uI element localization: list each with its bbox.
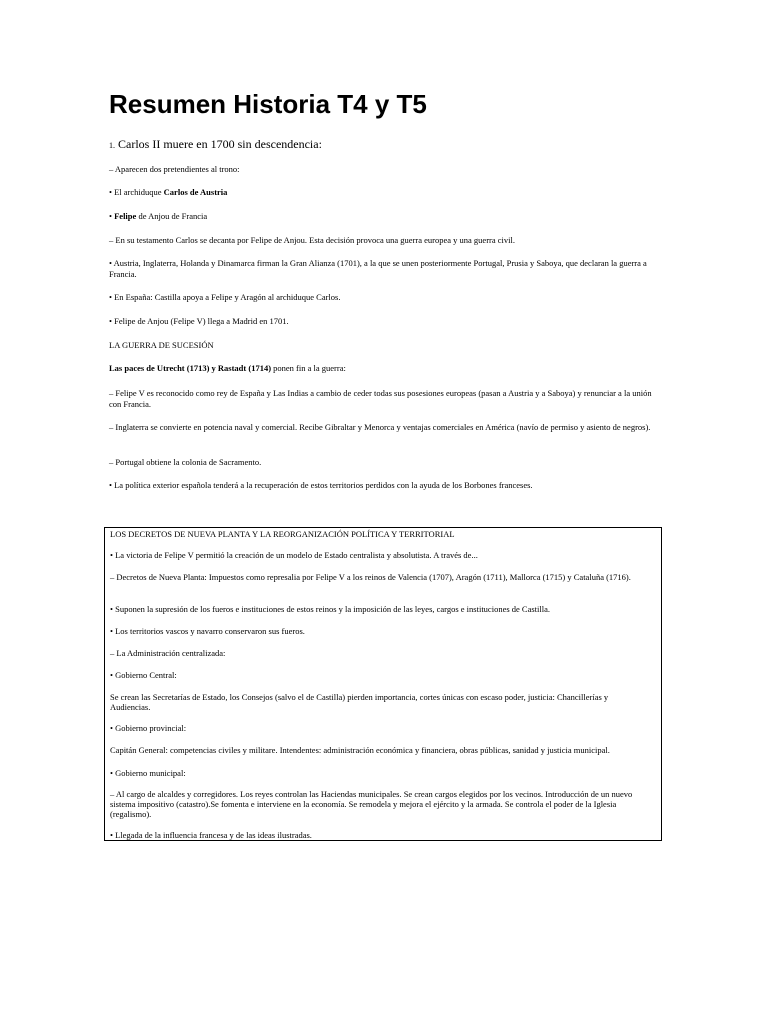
box-paragraph: – Decretos de Nueva Planta: Impuestos como represalia por Felipe V a los reinos de Valencia (1707), Aragón (1711), Mallorca (1715) y Cataluña (1716). xyxy=(110,572,631,582)
paragraph: – Aparecen dos pretendientes al trono: xyxy=(109,164,240,174)
box-paragraph: – La Administración centralizada: xyxy=(110,648,226,658)
box-paragraph: • Los territorios vascos y navarro conservaron sus fueros. xyxy=(110,626,305,636)
paragraph: • Felipe de Anjou (Felipe V) llega a Madrid en 1701. xyxy=(109,316,289,326)
paragraph: – Inglaterra se convierte en potencia naval y comercial. Recibe Gibraltar y Menorca y ventajas comerciales en América (navío de permiso y asiento de negros). xyxy=(109,422,651,432)
bold-text: Felipe xyxy=(114,211,137,221)
box-paragraph: – Al cargo de alcaldes y corregidores. Los reyes controlan las Haciendas municipales. Se crean cargos elegidos por los vecinos. Introducción de un nuevo sistema impositivo (catastro).Se fomenta e interviene en la economía. Se remodela y mejora el ejército y la armada. Se controla el poder de la Iglesia (regalismo). xyxy=(110,789,633,819)
text-run: • xyxy=(109,211,115,221)
paragraph xyxy=(109,363,657,374)
box-paragraph: • Gobierno municipal: xyxy=(110,768,186,778)
paragraph xyxy=(109,211,657,222)
paragraph: – En su testamento Carlos se decanta por Felipe de Anjou. Esta decisión provoca una guerra europea y una guerra civil. xyxy=(109,235,515,245)
document-title: Resumen Historia T4 y T5 xyxy=(109,89,427,119)
box-paragraph: Capitán General: competencias civiles y militare. Intendentes: administración económica y financiera, obras públicas, sanidad y justicia municipal. xyxy=(110,745,610,755)
bold-text: Las paces de Utrecht (1713) y Rastadt (1714) xyxy=(109,363,272,373)
box-paragraph: • La victoria de Felipe V permitió la creación de un modelo de Estado centralista y absolutista. A través de... xyxy=(110,550,478,560)
box-paragraph: Se crean las Secretarías de Estado, los Consejos (salvo el de Castilla) pierden importancia, cortes únicas con escaso poder, justicia: Chancillerías y Audiencias. xyxy=(110,692,609,712)
paragraph: • Austria, Inglaterra, Holanda y Dinamarca firman la Gran Alianza (1701), a la que se unen posteriormente Portugal, Prusia y Saboya, que declaran la guerra a Francia. xyxy=(109,258,647,279)
section-number: 1. xyxy=(109,141,115,150)
bordered-section-box xyxy=(104,527,662,841)
section-heading xyxy=(109,136,322,154)
paragraph: • En España: Castilla apoya a Felipe y Aragón al archiduque Carlos. xyxy=(109,292,341,302)
bold-text: Carlos de Austria xyxy=(163,187,228,197)
paragraph: – Portugal obtiene la colonia de Sacramento. xyxy=(109,457,262,467)
text-run: de Anjou de Francia xyxy=(136,211,208,221)
text-run: • El archiduque xyxy=(109,187,164,197)
box-heading: LOS DECRETOS DE NUEVA PLANTA Y LA REORGANIZACIÓN POLÍTICA Y TERRITORIAL xyxy=(110,529,455,539)
section-heading-text: Carlos II muere en 1700 sin descendencia: xyxy=(118,137,322,151)
box-paragraph: • Suponen la supresión de los fueros e instituciones de estos reinos y la imposición de las leyes, cargos e instituciones de Castilla. xyxy=(110,604,551,614)
paragraph: • La política exterior española tenderá a la recuperación de estos territorios perdidos con la ayuda de los Borbones franceses. xyxy=(109,480,533,490)
box-paragraph: • Gobierno Central: xyxy=(110,670,177,680)
paragraph: – Felipe V es reconocido como rey de España y Las Indias a cambio de ceder todas sus posesiones europeas (pasan a Austria y a Saboya) y renunciar a la unión con Francia. xyxy=(109,388,652,409)
box-paragraph: • Gobierno provincial: xyxy=(110,723,187,733)
paragraph xyxy=(109,187,657,198)
text-run: ponen fin a la guerra: xyxy=(271,363,346,373)
box-paragraph: • Llegada de la influencia francesa y de las ideas ilustradas. xyxy=(110,830,312,840)
section-subheading: LA GUERRA DE SUCESIÓN xyxy=(109,340,214,350)
